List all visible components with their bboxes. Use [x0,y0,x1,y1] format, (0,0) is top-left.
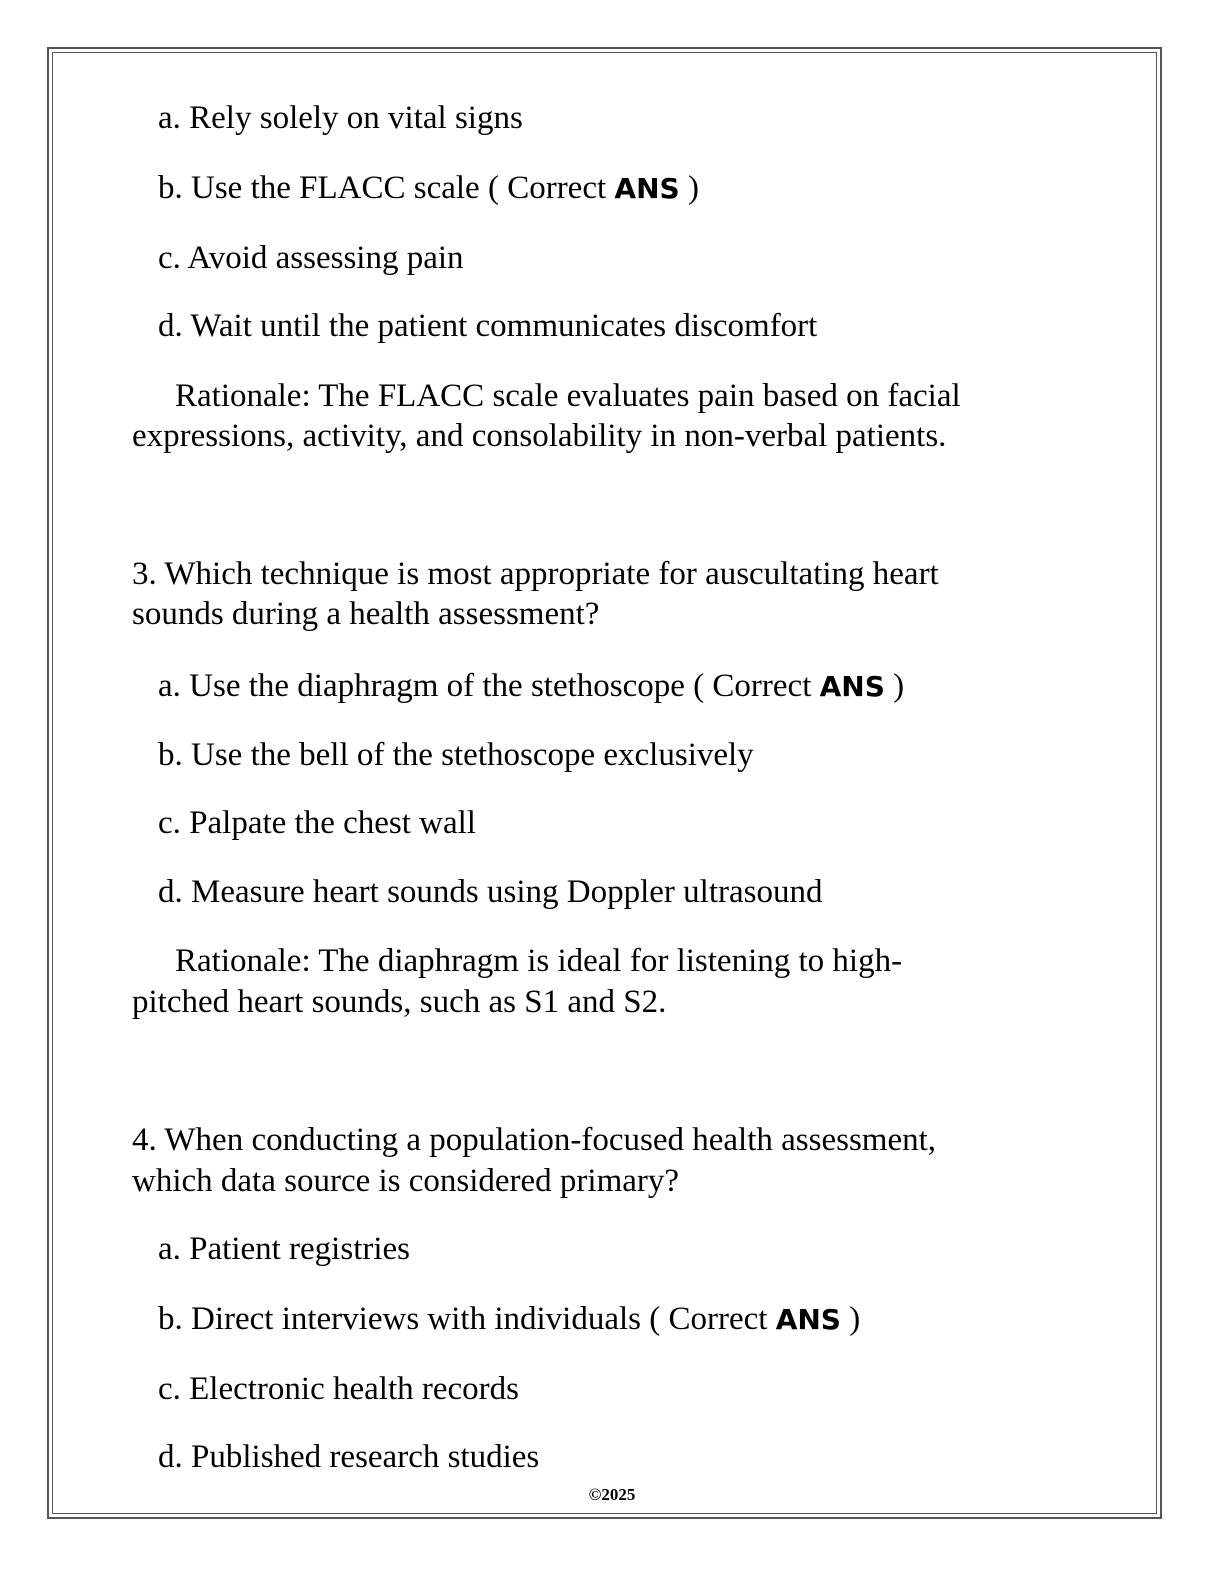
correct-answer-tag: ANS [775,1303,841,1336]
question-3-line-1: 3. Which technique is most appropriate for auscultating heart [132,556,939,592]
option-a: a. Patient registries [158,1231,411,1267]
option-c: c. Electronic health records [158,1371,519,1407]
rationale-line-2: expressions, activity, and consolability in non-verbal patients. [132,418,947,454]
option-c: c. Palpate the chest wall [158,805,476,841]
copyright-footer: ©2025 [588,1485,636,1504]
option-d: d. Wait until the patient communicates discomfort [158,308,818,344]
question-4-line-1: 4. When conducting a population-focused health assessment, [132,1122,937,1158]
rationale-line-1: Rationale: The FLACC scale evaluates pain based on facial [175,378,961,414]
correct-answer-tag: ANS [819,670,885,703]
option-a: a. Rely solely on vital signs [158,100,523,136]
rationale-line-2: pitched heart sounds, such as S1 and S2. [132,984,667,1020]
correct-answer-tag: ANS [614,172,680,205]
option-c: c. Avoid assessing pain [158,240,464,276]
question-4-line-2: which data source is considered primary? [132,1163,680,1199]
option-b-correct: b. Direct interviews with individuals ( Correct ANS ) [158,1301,861,1337]
option-a-correct: a. Use the diaphragm of the stethoscope ( Correct ANS ) [158,668,905,704]
option-b: b. Use the bell of the stethoscope exclusively [158,737,754,773]
question-3-line-2: sounds during a health assessment? [132,596,600,632]
rationale-line-1: Rationale: The diaphragm is ideal for listening to high- [175,943,903,979]
option-d: d. Measure heart sounds using Doppler ultrasound [158,874,823,910]
option-b-correct: b. Use the FLACC scale ( Correct ANS ) [158,170,699,206]
option-d: d. Published research studies [158,1439,540,1475]
